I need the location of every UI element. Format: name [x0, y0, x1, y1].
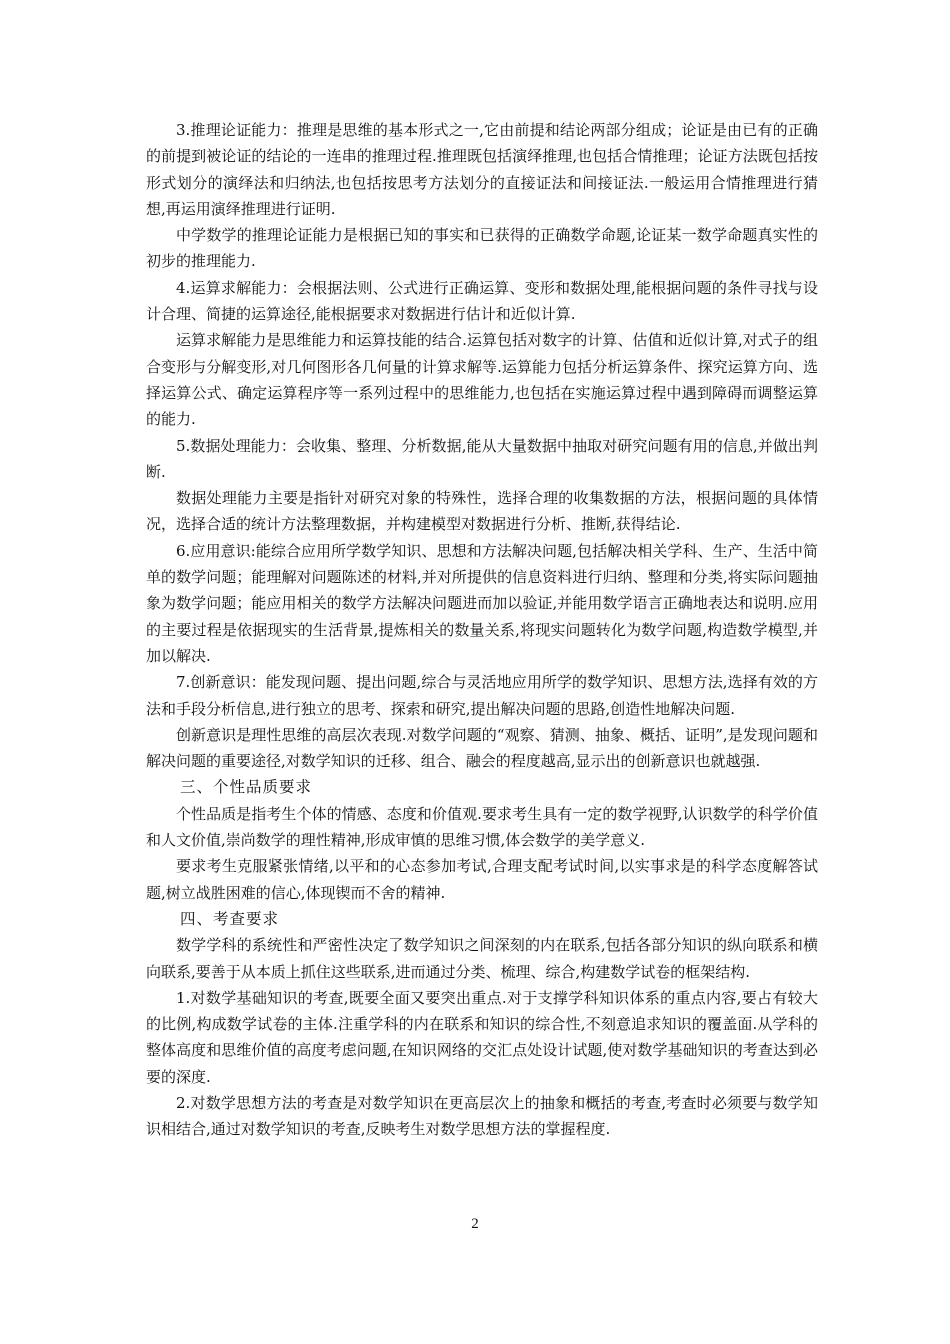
section-heading-personal-qualities: 三、个性品质要求 [180, 778, 313, 797]
paragraph-innovation-awareness: 7.创新意识：能发现问题、提出问题,综合与灵活地应用所学的数学知识、思想方法,选择有效的方法和手段分析信息,进行独立的思考、探索和研究,提出解决问题的思路,创造性地解决问题. [146, 673, 818, 718]
document-body [146, 117, 818, 1143]
paragraph-innovation-definition: 创新意识是理性思维的高层次表现.对数学问题的“观察、猜测、抽象、概括、证明”,是发现问题和解决问题的重要途径,对数学知识的迁移、组合、融会的程度越高,显示出的创新意识也就越强. [146, 725, 818, 771]
section-heading-assessment-requirements: 四、考查要求 [180, 909, 280, 928]
paragraph-thinking-methods-assessment: 2.对数学思想方法的考查是对数学知识在更高层次上的抽象和概括的考查,考查时必须要与数学知识相结合,通过对数学知识的考查,反映考生对数学思想方法的掌握程度. [146, 1093, 818, 1139]
paragraph-computation-definition: 运算求解能力是思维能力和运算技能的结合.运算包括对数字的计算、估值和近似计算,对式子的组合变形与分解变形,对几何图形各几何量的计算求解等.运算能力包括分析运算条件、探究运算方向、选择运算公式、确定运算程序等一系列过程中的思维能力,也包括在实施运算过程中遇到障碍而调整运算的能力. [146, 331, 818, 429]
paragraph-reasoning-ability: 3.推理论证能力：推理是思维的基本形式之一,它由前提和结论两部分组成；论证是由已有的正确的前提到被论证的结论的一连串的推理过程.推理既包括演绎推理,也包括合情推理；论证方法既包括按形式划分的演绎法和归纳法,也包括按思考方法划分的直接证法和间接证法.一般运用合情推理进行猜想,再运用演绎推理进行证明. [146, 121, 818, 218]
paragraph-personal-qualities: 个性品质是指考生个体的情感、态度和价值观.要求考生具有一定的数学视野,认识数学的科学价值和人文价值,崇尚数学的理性精神,形成审慎的思维习惯,体会数学的美学意义. [146, 804, 818, 850]
paragraph-computation-ability: 4.运算求解能力：会根据法则、公式进行正确运算、变形和数据处理,能根据问题的条件寻找与设计合理、简捷的运算途径,能根据要求对数据进行估计和近似计算. [146, 278, 818, 324]
paragraph-application-awareness: 6.应用意识:能综合应用所学数学知识、思想和方法解决问题,包括解决相关学科、生产、生活中简单的数学问题；能理解对问题陈述的材料,并对所提供的信息资料进行归纳、整理和分类,将实际问题抽象为数学问题；能应用相关的数学方法解决问题进而加以验证,并能用数学语言正确地表达和说明.应用的主要过程是依据现实的生活背景,提炼相关的数量关系,将现实问题转化为数学问题,构造数学模型,并加以解决. [146, 541, 818, 665]
paragraph-reasoning-definition: 中学数学的推理论证能力是根据已知的事实和已获得的正确数学命题,论证某一数学命题真实性的初步的推理能力. [146, 226, 818, 271]
paragraph-data-processing-definition: 数据处理能力主要是指针对研究对象的特殊性，选择合理的收集数据的方法，根据问题的具体情况，选择合适的统计方法整理数据，并构建模型对数据进行分析、推断,获得结论. [146, 489, 818, 534]
paragraph-assessment-intro: 数学学科的系统性和严密性决定了数学知识之间深刻的内在联系,包括各部分知识的纵向联系和横向联系,要善于从本质上抓住这些联系,进而通过分类、梳理、综合,构建数学试卷的框架结构. [146, 936, 818, 981]
paragraph-data-processing-ability: 5.数据处理能力：会收集、整理、分析数据,能从大量数据中抽取对研究问题有用的信息,并做出判断. [146, 436, 818, 481]
page-number: 2 [471, 1216, 479, 1232]
paragraph-basic-knowledge-assessment: 1.对数学基础知识的考查,既要全面又要突出重点.对于支撑学科知识体系的重点内容,要占有较大的比例,构成数学试卷的主体.注重学科的内在联系和知识的综合性,不刻意追求知识的覆盖面.从学科的整体高度和思维价值的高度考虑问题,在知识网络的交汇点处设计试题,使对数学基础知识的考查达到必要的深度. [146, 988, 818, 1086]
paragraph-exam-attitude: 要求考生克服紧张情绪,以平和的心态参加考试,合理支配考试时间,以实事求是的科学态度解答试题,树立战胜困难的信心,体现锲而不舍的精神. [146, 857, 818, 902]
